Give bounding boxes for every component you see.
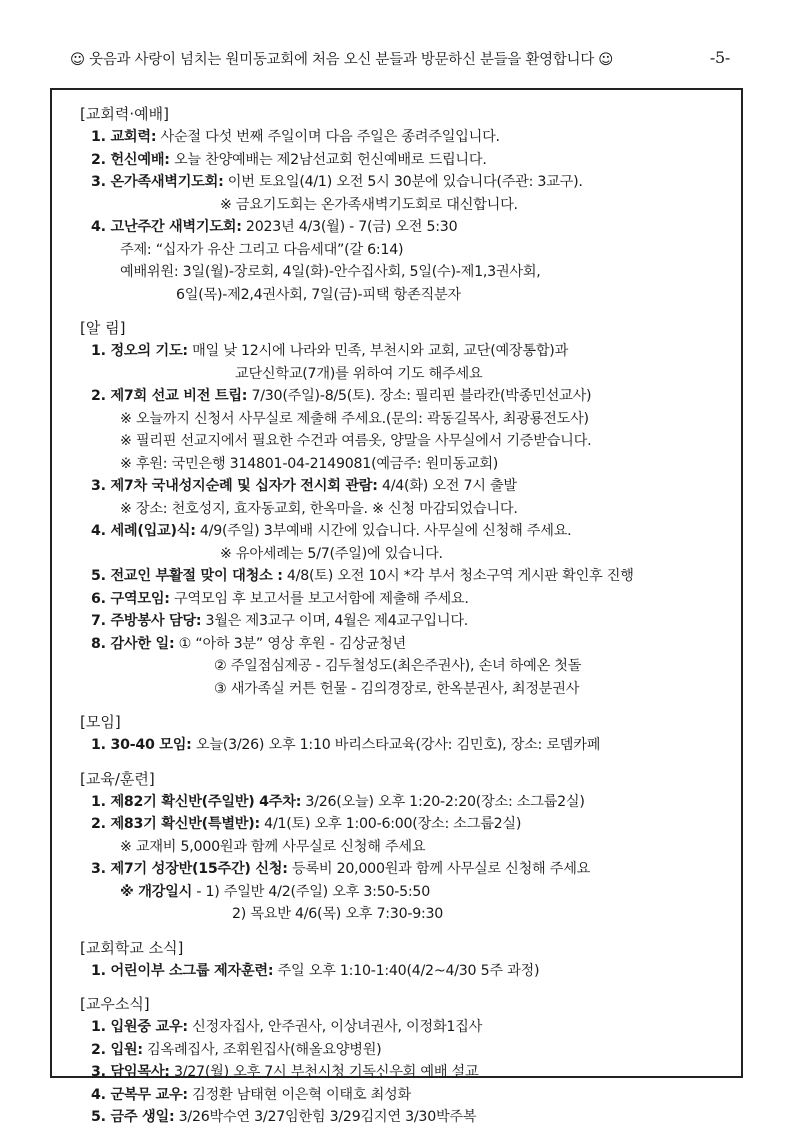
item-text: 3/26(오늘) 오후 1:20-2:20(장소: 소그룹2실) <box>301 793 585 810</box>
item-text: 매일 낮 12시에 나라와 민족, 부천시와 교회, 교단(예장통합)과 <box>187 343 569 359</box>
notice-item-8 <box>80 633 740 656</box>
notice-item-2 <box>80 385 740 408</box>
item-text: 이번 토요일(4/1) 오전 5시 30분에 있습니다(주관: 3교구). <box>223 174 583 190</box>
item-text: 3/26박수연 3/27임한힘 3/29김지연 3/30박주복 <box>174 1109 477 1125</box>
member-item-5 <box>80 1106 740 1129</box>
page-header <box>70 48 740 70</box>
training-item-2 <box>80 813 740 836</box>
item-text: 신정자집사, 안주권사, 이상녀권사, 이정화1집사 <box>187 1019 483 1035</box>
page-number: -5- <box>709 48 730 67</box>
item-label: 1. 입원중 교우: <box>91 1019 188 1035</box>
member-item-4 <box>80 1084 740 1107</box>
training-item-3-open <box>80 881 740 904</box>
section-title-calendar: [교회력·예배] <box>80 105 169 123</box>
member-item-1 <box>80 1016 740 1039</box>
item-text: 김정환 남태현 이은혁 이태호 최성화 <box>187 1086 411 1103</box>
item-text: 사순절 다섯 번째 주일이며 다음 주일은 종려주일입니다. <box>156 129 500 145</box>
item-label: 4. 군복무 교우: <box>91 1086 188 1103</box>
section-title-notices: [알 림] <box>80 319 126 337</box>
item-label: 8. 감사한 일: <box>91 635 175 652</box>
section-title-training: [교육/훈련] <box>80 769 155 788</box>
item-label: ※ 개강일시 <box>120 883 193 900</box>
bulletin-content <box>80 90 740 1129</box>
notice-item-7 <box>80 610 740 633</box>
notice-item-3-note: ※ 장소: 천호성지, 효자동교회, 한옥마을. ※ 신청 마감되었습니다. <box>120 500 518 517</box>
meeting-item-1 <box>80 734 740 757</box>
notice-item-2-note-3: ※ 후원: 국민은행 314801-04-2149081(예금주: 원미동교회) <box>120 455 499 472</box>
training-item-2-note: ※ 교재비 5,000원과 함께 사무실로 신청해 주세요 <box>120 838 426 855</box>
item-text: 구역모임 후 보고서를 보고서함에 제출해 주세요. <box>169 590 469 607</box>
item-label: 2. 입원: <box>91 1041 143 1058</box>
item-label: 2. 제7회 선교 비전 트립: <box>91 388 248 404</box>
item-label: 3. 담임목사: <box>91 1064 170 1080</box>
training-item-3 <box>80 858 740 881</box>
notice-item-2-note-2: ※ 필리핀 선교지에서 필요한 수건과 여름옷, 양말을 사무실에서 기증받습니다. <box>120 433 592 449</box>
item-label: 1. 교회력: <box>91 129 157 145</box>
notice-item-8-sub-3: ③ 새가족실 커튼 헌물 - 김의경장로, 한옥분권사, 최정분권사 <box>214 680 580 697</box>
item-label: 4. 고난주간 새벽기도회: <box>91 219 242 235</box>
item-label: 3. 제7기 성장반(15주간) 신청: <box>91 861 288 877</box>
item-text: 4/1(토) 오후 1:00-6:00(장소: 소그룹2실) <box>259 816 522 832</box>
calendar-item-3 <box>80 171 740 194</box>
item-text: 오늘(3/26) 오후 1:10 바리스타교육(강사: 김민호), 장소: 로뎀카페 <box>191 737 601 753</box>
item-text: 4/9(주일) 3부예배 시간에 있습니다. 사무실에 신청해 주세요. <box>195 523 572 539</box>
item-label: 5. 전교인 부활절 맞이 대청소 : <box>91 568 283 584</box>
calendar-item-3-note: ※ 금요기도회는 온가족새벽기도회로 대신합니다. <box>220 196 518 213</box>
item-label: 2. 제83기 확신반(특별반): <box>91 816 260 832</box>
item-text: 4/8(토) 오전 10시 *각 부서 청소구역 게시판 확인후 진행 <box>282 568 634 584</box>
member-item-3 <box>80 1061 740 1084</box>
notice-item-5 <box>80 565 740 588</box>
notice-item-1 <box>80 340 740 363</box>
calendar-item-4-staff-1: 예배위원: 3일(월)-장로회, 4일(화)-안수집사회, 5일(수)-제1,3권사회, <box>120 264 541 280</box>
item-label: 1. 제82기 확신반(주일반) 4주차: <box>91 793 302 810</box>
item-label: 2. 헌신예배: <box>91 151 170 168</box>
item-label: 3. 온가족새벽기도회: <box>91 174 224 190</box>
section-title-meeting: [모임] <box>80 713 121 731</box>
calendar-item-2 <box>80 149 740 172</box>
notice-item-8-sub-2: ② 주일점심제공 - 김두철성도(최은주권사), 손녀 하예온 첫돌 <box>214 658 582 674</box>
item-text: 3/27(월) 오후 7시 부천시청 기독신우회 예배 설교 <box>169 1064 479 1080</box>
item-text: 3월은 제3교구 이며, 4월은 제4교구입니다. <box>201 613 469 629</box>
notice-item-4 <box>80 520 740 543</box>
training-item-1 <box>80 791 740 814</box>
item-text: 등록비 20,000원과 함께 사무실로 신청해 주세요 <box>287 861 591 877</box>
item-label: 5. 금주 생일: <box>91 1109 175 1125</box>
bulletin-frame <box>50 88 743 1125</box>
item-text: 주일 오후 1:10-1:40(4/2~4/30 5주 과정) <box>273 962 540 979</box>
item-label: 6. 구역모임: <box>91 590 170 607</box>
notice-item-6 <box>80 588 740 611</box>
calendar-item-4-theme: 주제: “십자가 유산 그리고 다음세대”(갈 6:14) <box>120 241 404 258</box>
item-label: 1. 어린이부 소그룹 제자훈련: <box>91 962 274 979</box>
item-text: 4/4(화) 오전 7시 출발 <box>377 478 517 494</box>
member-item-2 <box>80 1039 740 1062</box>
calendar-item-4 <box>80 216 740 239</box>
section-title-school: [교회학교 소식] <box>80 938 184 957</box>
item-label: 3. 제7차 국내성지순례 및 십자가 전시회 관람: <box>91 478 378 494</box>
item-text: 2023년 4/3(월) - 7(금) 오전 5:30 <box>241 219 458 235</box>
school-item-1 <box>80 960 740 983</box>
calendar-item-1 <box>80 126 740 149</box>
notice-item-2-note-1: ※ 오늘까지 신청서 사무실로 제출해 주세요.(문의: 곽동길목사, 최광룡전도사) <box>120 410 589 427</box>
item-label: 1. 정오의 기도: <box>91 343 188 359</box>
calendar-item-4-staff-2: 6일(목)-제2,4권사회, 7일(금)-피택 항존직분자 <box>176 286 461 303</box>
item-text: 오늘 찬양예배는 제2남선교회 헌신예배로 드립니다. <box>169 151 487 168</box>
notice-item-1-cont: 교단신학교(7개)를 위하여 기도 해주세요 <box>235 365 483 382</box>
notice-item-3 <box>80 475 740 498</box>
training-item-3-open-2: 2) 목요반 4/6(목) 오후 7:30-9:30 <box>232 906 444 922</box>
notice-item-4-note: ※ 유아세례는 5/7(주일)에 있습니다. <box>220 545 443 562</box>
item-text: 7/30(주일)-8/5(토). 장소: 필리핀 블라칸(박종민선교사) <box>247 388 592 404</box>
item-text: - 1) 주일반 4/2(주일) 오후 3:50-5:50 <box>192 883 430 900</box>
item-text: ① “아하 3분” 영상 후원 - 김상균청년 <box>174 635 406 652</box>
section-title-members: [교우소식] <box>80 995 150 1013</box>
item-label: 7. 주방봉사 담당: <box>91 613 202 629</box>
item-label: 4. 세례(입교)식: <box>91 523 196 539</box>
welcome-message: ☺ 웃음과 사랑이 넘치는 원미동교회에 처음 오신 분들과 방문하신 분들을 환영합니다 ☺ <box>70 52 614 68</box>
item-text: 김옥례집사, 조휘원집사(해올요양병원) <box>142 1041 382 1058</box>
item-label: 1. 30-40 모임: <box>91 737 192 753</box>
